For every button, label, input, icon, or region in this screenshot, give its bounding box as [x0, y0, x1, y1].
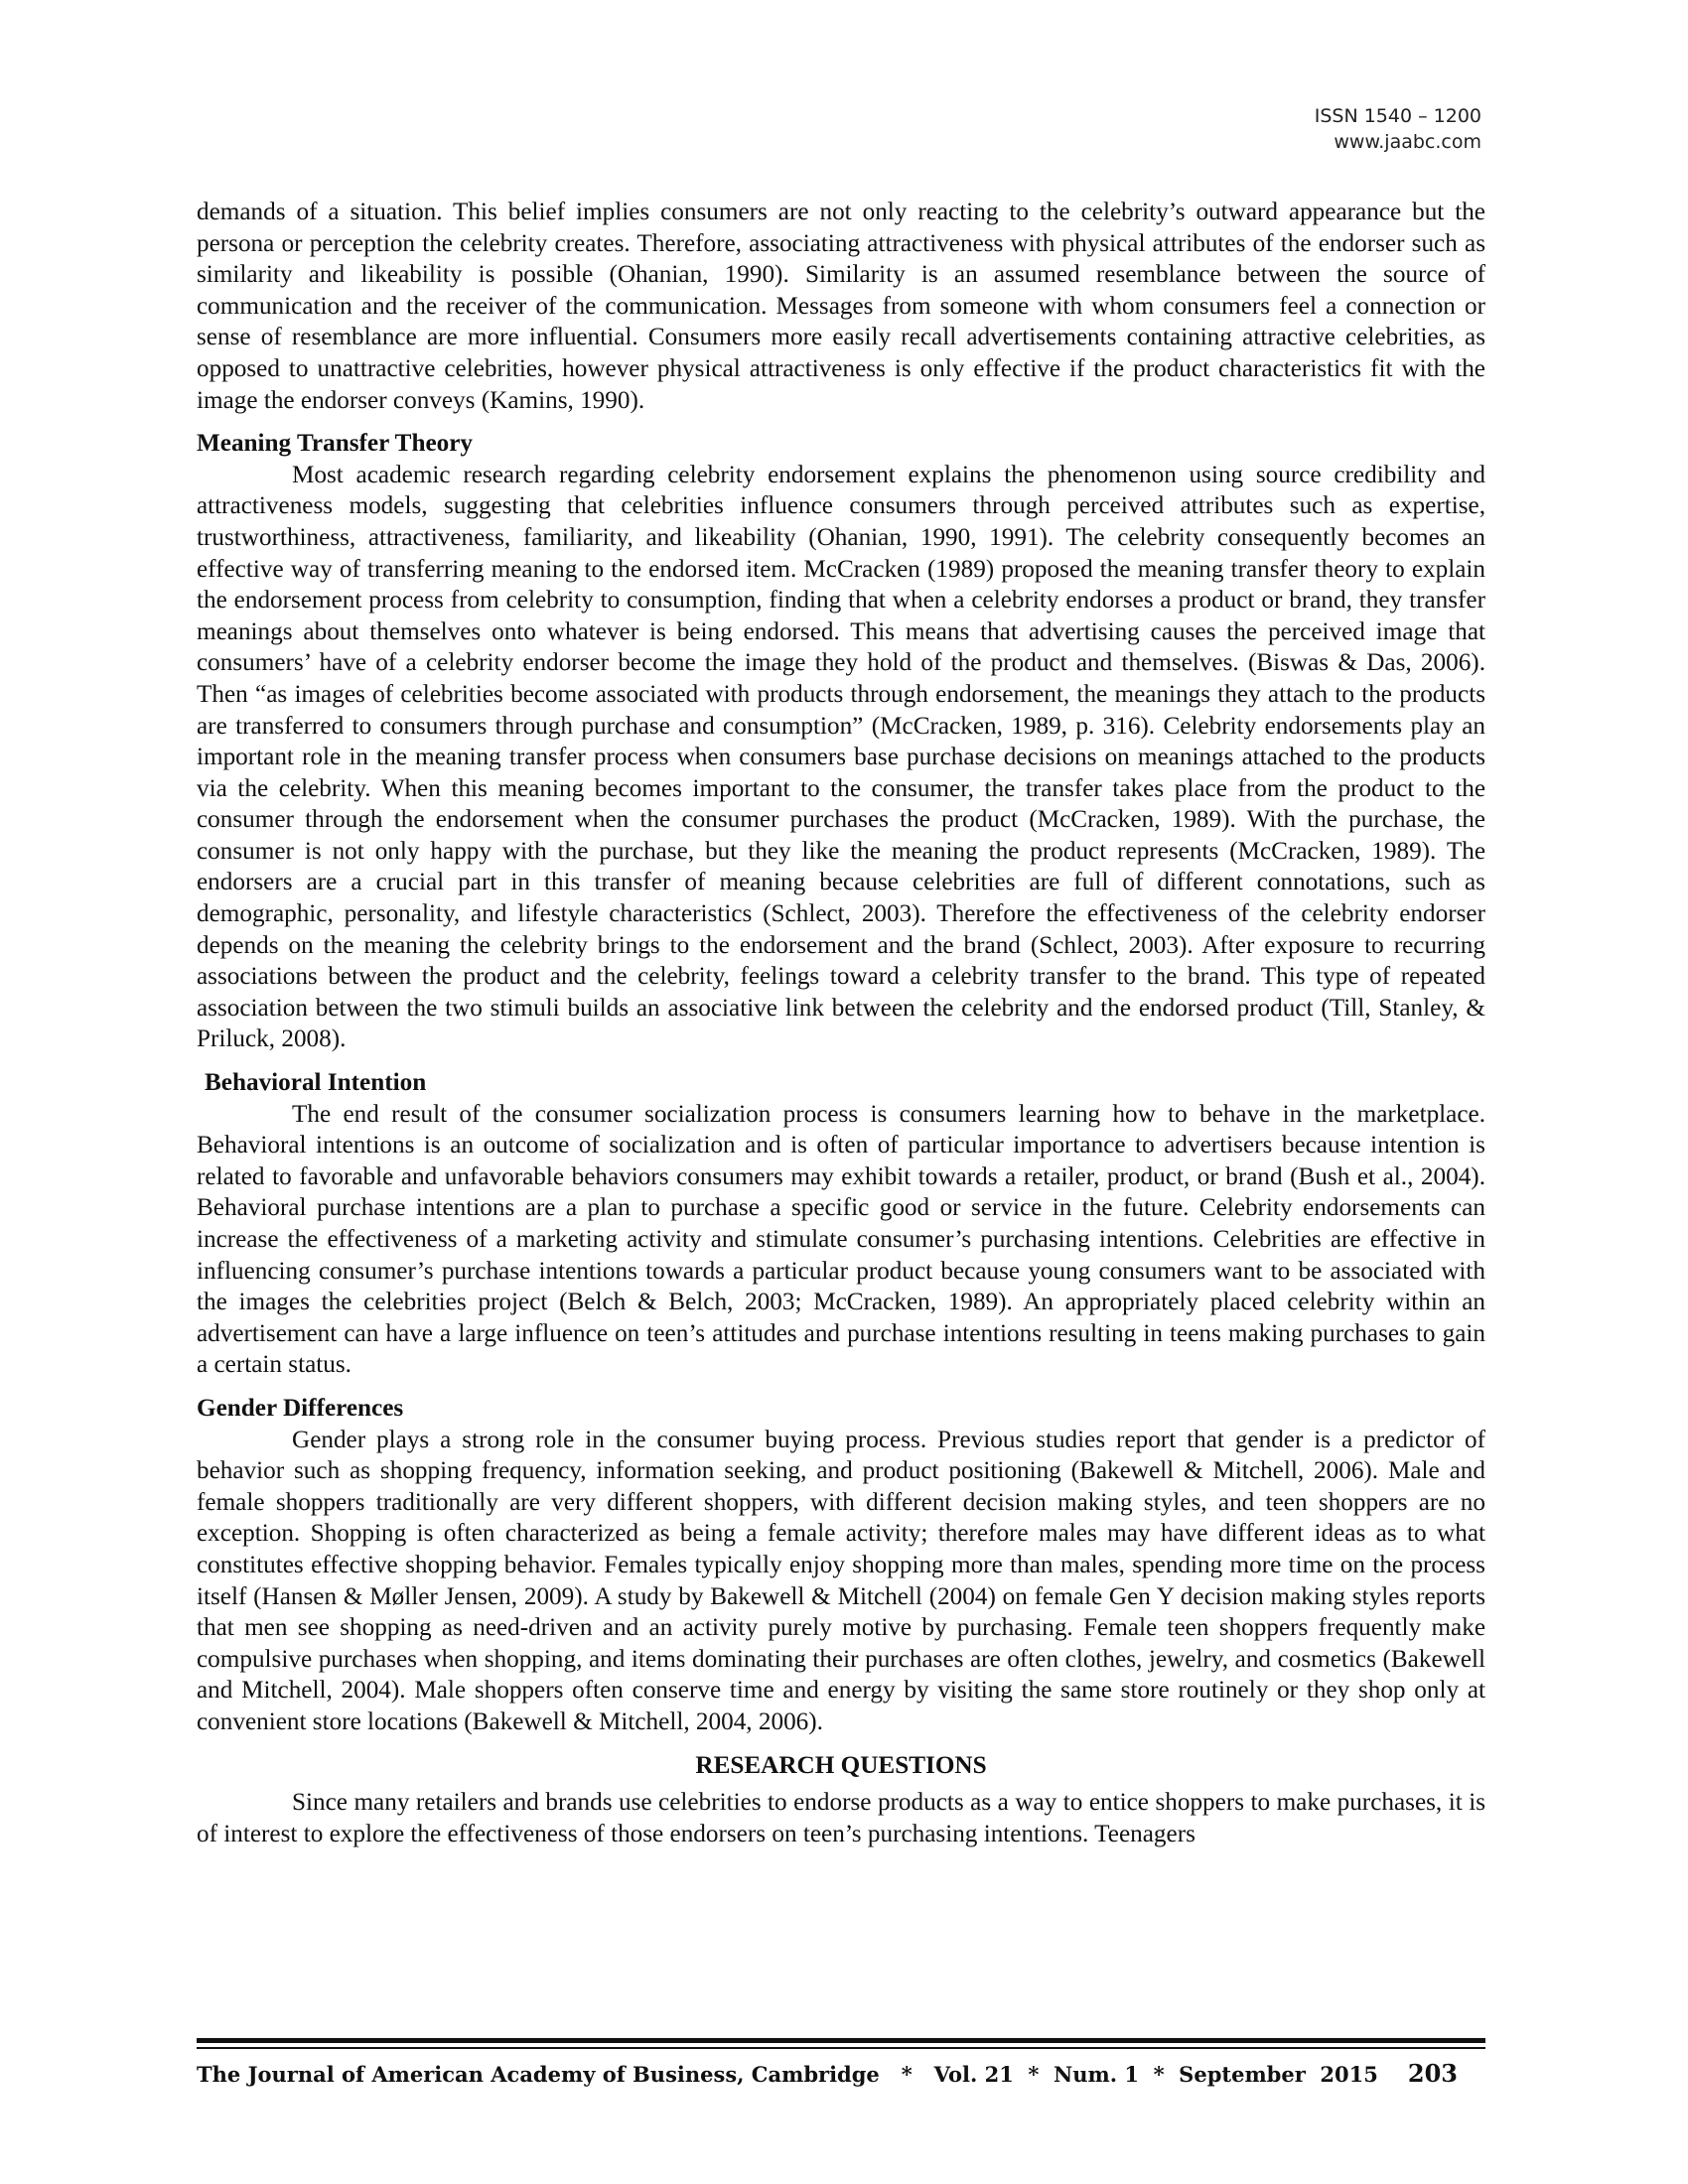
footer-rule-thin [197, 2047, 1485, 2049]
article-body [197, 197, 1485, 1849]
paragraph-research-questions: Since many retailers and brands use celebrities to endorse products as a way to entice shoppers to make purchases, it is of interest to explore the effectiveness of those endorsers on teen’s purchasing intentions. Teenagers [197, 1789, 1485, 1847]
footer-rule-thick [197, 2038, 1485, 2043]
section-heading-gender-differences: Gender Differences [197, 1394, 404, 1422]
section-heading-meaning-transfer: Meaning Transfer Theory [197, 430, 473, 458]
paragraph-behavioral-intention: The end result of the consumer socialization process is consumers learning how to behave in the marketplace. Behavioral intentions is an outcome of socialization and is often of particular importance to advertisers because intention is related to favorable and unfavorable behaviors consumers may exhibit towards a retailer, product, or brand (Bush et al., 2004). Behavioral purchase intentions are a plan to purchase a specific good or service in the future. Celebrity endorsements can increase the effectiveness of a marketing activity and stimulate consumer’s purchasing intentions. Celebrities are effective in influencing consumer’s purchase intentions towards a particular product because young consumers want to be associated with the images the celebrities project (Belch & Belch, 2003; McCracken, 1989). An appropriately placed celebrity within an advertisement can have a large influence on teen’s attitudes and purchase intentions resulting in teens making purchases to gain a certain status. [197, 1100, 1485, 1379]
page-footer [197, 2059, 1485, 2088]
page-number: 203 [1407, 2059, 1458, 2088]
section-heading-research-questions: RESEARCH QUESTIONS [695, 1751, 987, 1779]
website-link: www.jaabc.com [1334, 131, 1481, 153]
journal-citation: The Journal of American Academy of Business, Cambridge * Vol. 21 * Num. 1 * September 2015 [197, 2062, 1378, 2087]
paragraph-continued: demands of a situation. This belief implies consumers are not only reacting to the celebrity’s outward appearance but the persona or perception the celebrity creates. Therefore, associating attractiveness with physical attributes of the endorser such as similarity and likeability is possible (Ohanian, 1990). Similarity is an assumed resemblance between the source of communication and the receiver of the communication. Messages from someone with whom consumers feel a connection or sense of resemblance are more influential. Consumers more easily recall advertisements containing attractive celebrities, as opposed to unattractive celebrities, however physical attractiveness is only effective if the product characteristics fit with the image the endorser conveys (Kamins, 1990). [197, 199, 1485, 414]
running-header [1315, 103, 1481, 155]
paragraph-gender-differences: Gender plays a strong role in the consumer buying process. Previous studies report that gender is a predictor of behavior such as shopping frequency, information seeking, and product positioning (Bakewell & Mitchell, 2006). Male and female shoppers traditionally are very different shoppers, with different decision making styles, and teen shoppers are no exception. Shopping is often characterized as being a female activity; therefore males may have different ideas as to what constitutes effective shopping behavior. Females typically enjoy shopping more than males, spending more time on the process itself (Hansen & Møller Jensen, 2009). A study by Bakewell & Mitchell (2004) on female Gen Y decision making styles reports that men see shopping as need-driven and an activity purely motive by purchasing. Female teen shoppers frequently make compulsive purchases when shopping, and items dominating their purchases are often clothes, jewelry, and cosmetics (Bakewell and Mitchell, 2004). Male shoppers often conserve time and energy by visiting the same store routinely or they shop only at convenient store locations (Bakewell & Mitchell, 2004, 2006). [197, 1426, 1485, 1735]
paragraph-meaning-transfer: Most academic research regarding celebrity endorsement explains the phenomenon using source credibility and attractiveness models, suggesting that celebrities influence consumers through perceived attributes such as expertise, trustworthiness, attractiveness, familiarity, and likeability (Ohanian, 1990, 1991). The celebrity consequently becomes an effective way of transferring meaning to the endorsed item. McCracken (1989) proposed the meaning transfer theory to explain the endorsement process from celebrity to consumption, finding that when a celebrity endorses a product or brand, they transfer meanings about themselves onto whatever is being endorsed. This means that advertising causes the perceived image that consumers’ have of a celebrity endorser become the image they hold of the product and themselves. (Biswas & Das, 2006). Then “as images of celebrities become associated with products through endorsement, the meanings they attach to the products are transferred to consumers through purchase and consumption” (McCracken, 1989, p. 316). Celebrity endorsements play an important role in the meaning transfer process when consumers base purchase decisions on meanings attached to the products via the celebrity. When this meaning becomes important to the consumer, the transfer takes place from the product to the consumer through the endorsement when the consumer purchases the product (McCracken, 1989). With the purchase, the consumer is not only happy with the purchase, but they like the meaning the product represents (McCracken, 1989). The endorsers are a crucial part in this transfer of meaning because celebrities are full of different connotations, such as demographic, personality, and lifestyle characteristics (Schlect, 2003). Therefore the effectiveness of the celebrity endorser depends on the meaning the celebrity brings to the endorsement and the brand (Schlect, 2003). After exposure to recurring associations between the product and the celebrity, feelings toward a celebrity transfer to the brand. This type of repeated association between the two stimuli builds an associative link between the celebrity and the endorsed product (Till, Stanley, & Priluck, 2008). [197, 461, 1485, 1053]
section-heading-behavioral-intention: Behavioral Intention [205, 1069, 427, 1097]
issn-label: ISSN 1540 – 1200 [1314, 105, 1481, 127]
